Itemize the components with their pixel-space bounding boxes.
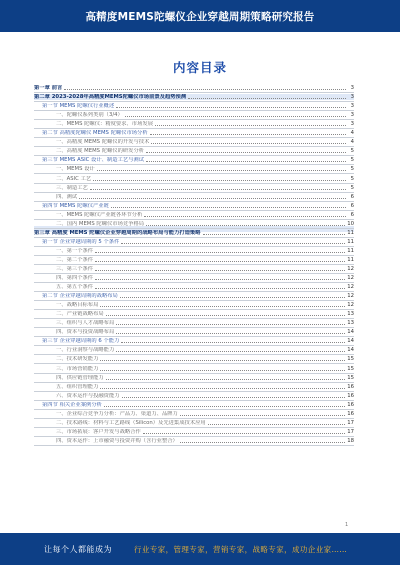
- toc-entry[interactable]: [34, 301, 354, 310]
- toc-entry[interactable]: [34, 229, 354, 238]
- toc-leader-dots: [188, 98, 346, 99]
- toc-entry-page: 3: [350, 112, 354, 119]
- toc-leader-dots: [95, 288, 345, 289]
- toc-leader-dots: [100, 370, 345, 371]
- toc-entry-page: 14: [347, 329, 354, 336]
- toc-leader-dots: [150, 134, 346, 135]
- toc-entry-text: 第一节 MEMS 陀螺仪行业概述: [42, 103, 115, 110]
- toc-entry-text: 三、市场营销能力: [56, 365, 99, 372]
- toc-leader-dots: [95, 279, 345, 280]
- toc-entry[interactable]: [34, 419, 354, 428]
- toc-entry-page: 15: [347, 365, 354, 372]
- toc-entry-text: 四、资本运作：上市融资与投资并购（含行业整合）: [56, 437, 178, 444]
- toc-entry-page: 6: [350, 211, 354, 218]
- report-header-bar: [0, 0, 400, 32]
- toc-leader-dots: [100, 388, 345, 389]
- toc-entry[interactable]: [34, 437, 354, 446]
- toc-entry[interactable]: [34, 355, 354, 364]
- toc-entry-text: 二、ASIC 工艺: [56, 175, 92, 182]
- footer-slogan: 让每个人都能成为: [44, 544, 112, 554]
- toc-entry[interactable]: [34, 138, 354, 147]
- toc-entry[interactable]: [34, 401, 354, 410]
- toc-leader-dots: [180, 442, 345, 443]
- toc-entry-text: 五、组织管理能力: [56, 383, 99, 390]
- report-title: 高精度MEMS陀螺仪企业穿越周期策略研究报告: [85, 10, 315, 23]
- toc-entry-text: 四、资本与投资战略布局: [56, 329, 115, 336]
- toc-entry[interactable]: [34, 147, 354, 156]
- toc-entry[interactable]: [34, 193, 354, 202]
- toc-entry[interactable]: [34, 374, 354, 383]
- toc-entry-page: 12: [347, 302, 354, 309]
- toc-entry-text: 第四节 相关企业案例分析: [42, 401, 102, 408]
- toc-leader-dots: [95, 252, 345, 253]
- table-of-contents: [34, 84, 354, 446]
- toc-entry-page: 17: [347, 419, 354, 426]
- toc-entry-page: 14: [347, 347, 354, 354]
- toc-leader-dots: [97, 170, 346, 171]
- toc-leader-dots: [120, 297, 345, 298]
- toc-entry[interactable]: [34, 265, 354, 274]
- toc-entry-text: 三、组织与人才战略布局: [56, 320, 115, 327]
- toc-entry-page: 12: [347, 275, 354, 282]
- toc-entry-page: 3: [350, 121, 354, 128]
- toc-leader-dots: [121, 243, 345, 244]
- toc-entry-text: 第二节 高精度陀螺仪 MEMS 陀螺仪市场分析: [42, 130, 148, 137]
- toc-entry-text: 二、产业链战略布局: [56, 311, 104, 318]
- toc-entry-page: 11: [347, 238, 354, 245]
- toc-entry-text: 一、MEMS 陀螺仪产业链各环节分析: [56, 211, 143, 218]
- footer-roles: 行业专家，管理专家，营销专家，战略专家，成功企业家……: [134, 544, 348, 554]
- toc-leader-dots: [106, 315, 346, 316]
- toc-leader-dots: [93, 180, 346, 181]
- toc-entry-page: 4: [350, 130, 354, 137]
- toc-entry[interactable]: [34, 392, 354, 401]
- toc-entry[interactable]: [34, 328, 354, 337]
- toc-entry[interactable]: [34, 220, 354, 229]
- toc-entry-text: 二、第二个条件: [56, 256, 94, 263]
- toc-entry-page: 11: [347, 247, 354, 254]
- toc-entry-page: 12: [347, 284, 354, 291]
- toc-entry-page: 3: [350, 85, 354, 92]
- toc-leader-dots: [64, 89, 346, 90]
- toc-leader-dots: [121, 342, 345, 343]
- toc-entry-text: 三、市场拓展：客户开发与战略合作: [56, 428, 141, 435]
- toc-leader-dots: [208, 424, 346, 425]
- toc-entry-page: 5: [350, 175, 354, 182]
- toc-entry[interactable]: [34, 202, 354, 211]
- toc-heading: 内容目录: [172, 60, 227, 75]
- toc-entry-text: 一、企业综合竞争力分析：产品力、渠道力、品牌力: [56, 410, 178, 417]
- toc-leader-dots: [116, 351, 345, 352]
- toc-entry-page: 3: [350, 103, 354, 110]
- toc-entry-page: 16: [347, 410, 354, 417]
- toc-entry-text: 一、行业洞察与战略能力: [56, 347, 115, 354]
- toc-entry-page: 12: [347, 293, 354, 300]
- toc-entry[interactable]: [34, 283, 354, 292]
- toc-entry[interactable]: [34, 247, 354, 256]
- toc-leader-dots: [116, 333, 345, 334]
- toc-entry[interactable]: [34, 310, 354, 319]
- toc-entry[interactable]: [34, 165, 354, 174]
- toc-leader-dots: [104, 406, 345, 407]
- toc-entry-text: 第二节 企业穿越周期的战略布局: [42, 293, 118, 300]
- toc-leader-dots: [100, 360, 345, 361]
- toc-entry[interactable]: [34, 292, 354, 301]
- toc-entry[interactable]: [34, 174, 354, 183]
- toc-entry[interactable]: [34, 102, 354, 111]
- toc-entry-text: 二、MEMS 陀螺仪：精度要求、市场发展: [56, 121, 153, 128]
- toc-entry-page: 4: [350, 139, 354, 146]
- toc-leader-dots: [95, 261, 345, 262]
- toc-entry-page: 6: [350, 202, 354, 209]
- toc-entry[interactable]: [34, 156, 354, 165]
- toc-entry-page: 5: [350, 148, 354, 155]
- toc-entry-page: 12: [347, 265, 354, 272]
- toc-entry-text: 四、供应链管理能力: [56, 374, 104, 381]
- toc-leader-dots: [116, 107, 346, 108]
- toc-leader-dots: [111, 207, 346, 208]
- toc-leader-dots: [151, 143, 346, 144]
- toc-entry-text: 一、第一个条件: [56, 247, 94, 254]
- page-number: 1: [345, 522, 349, 528]
- toc-entry-text: 一、MEMS 设计: [56, 166, 95, 173]
- toc-entry-text: 第一节 企业穿越周期的 5 个条件: [42, 238, 120, 245]
- toc-entry[interactable]: [34, 129, 354, 138]
- toc-entry[interactable]: [34, 211, 354, 220]
- toc-leader-dots: [106, 379, 346, 380]
- toc-entry-page: 15: [347, 374, 354, 381]
- toc-entry-text: 二、技术研发能力: [56, 356, 99, 363]
- toc-entry-text: 第三节 MEMS ASIC 设计、制造工艺与测试: [42, 157, 145, 164]
- toc-entry[interactable]: [34, 274, 354, 283]
- toc-entry-page: 10: [347, 220, 354, 227]
- toc-entry[interactable]: [34, 428, 354, 437]
- toc-entry-page: 15: [347, 356, 354, 363]
- toc-leader-dots: [79, 198, 346, 199]
- toc-leader-dots: [122, 397, 346, 398]
- toc-entry[interactable]: [34, 383, 354, 392]
- toc-entry-text: 四、测试: [56, 193, 78, 200]
- toc-entry-text: 二、国内 MEMS 陀螺仪市场竞争格局: [56, 220, 145, 227]
- toc-entry-page: 11: [347, 229, 354, 236]
- toc-entry-text: 三、第三个条件: [56, 265, 94, 272]
- toc-entry-text: 第四节 MEMS 陀螺仪产业链: [42, 202, 109, 209]
- toc-entry[interactable]: [34, 364, 354, 373]
- toc-entry-text: 第一章 前言: [34, 85, 63, 92]
- toc-entry-page: 5: [350, 157, 354, 164]
- toc-leader-dots: [203, 234, 346, 235]
- toc-entry-text: 一、高精度 MEMS 陀螺仪的开发与技术: [56, 139, 150, 146]
- toc-entry[interactable]: [34, 256, 354, 265]
- toc-entry-page: 13: [347, 311, 354, 318]
- toc-entry-text: 二、高精度 MEMS 陀螺仪的研发分析: [56, 148, 145, 155]
- toc-entry-page: 16: [347, 383, 354, 390]
- toc-entry[interactable]: [34, 84, 354, 93]
- toc-entry[interactable]: [34, 337, 354, 346]
- toc-entry-page: 6: [350, 193, 354, 200]
- toc-leader-dots: [146, 152, 346, 153]
- toc-entry-text: 六、资本运作与投融资能力: [56, 392, 120, 399]
- toc-entry-page: 14: [347, 338, 354, 345]
- toc-entry-text: 五、第五个条件: [56, 284, 94, 291]
- toc-entry[interactable]: [34, 346, 354, 355]
- footer-bar: [0, 533, 400, 565]
- toc-entry[interactable]: [34, 120, 354, 129]
- toc-leader-dots: [155, 125, 346, 126]
- toc-leader-dots: [116, 324, 345, 325]
- toc-leader-dots: [146, 225, 345, 226]
- toc-leader-dots: [180, 415, 345, 416]
- toc-entry-page: 5: [350, 166, 354, 173]
- toc-entry-page: 11: [347, 256, 354, 263]
- toc-entry[interactable]: [34, 410, 354, 419]
- toc-leader-dots: [125, 116, 346, 117]
- toc-leader-dots: [100, 306, 345, 307]
- toc-entry[interactable]: [34, 111, 354, 120]
- toc-entry-page: 5: [350, 184, 354, 191]
- toc-leader-dots: [95, 270, 345, 271]
- toc-entry[interactable]: [34, 184, 354, 193]
- toc-entry-text: 一、陀螺仪系列类别（3/4）: [56, 112, 123, 119]
- toc-leader-dots: [144, 216, 346, 217]
- toc-entry[interactable]: [34, 93, 354, 102]
- toc-entry-page: 17: [347, 428, 354, 435]
- toc-entry-page: 18: [347, 437, 354, 444]
- toc-entry-page: 16: [347, 401, 354, 408]
- toc-entry[interactable]: [34, 319, 354, 328]
- toc-entry-page: 3: [350, 94, 354, 101]
- toc-entry-text: 二、技术路线：材料与工艺路线（Silicon）及先进集成技术应用: [56, 419, 206, 426]
- toc-entry-text: 第三章 高精度 MEMS 陀螺仪企业穿越周期的战略布局与能力打造策略: [34, 229, 201, 236]
- toc-entry-page: 16: [347, 392, 354, 399]
- toc-entry-text: 三、制造工艺: [56, 184, 88, 191]
- toc-entry-text: 四、第四个条件: [56, 275, 94, 282]
- toc-leader-dots: [143, 433, 345, 434]
- toc-leader-dots: [90, 189, 346, 190]
- toc-entry-text: 第二章 2023-2028年高精度MEMS陀螺仪市场前景及趋势预测: [34, 94, 187, 101]
- toc-entry-text: 第三节 企业穿越周期的 6 个能力: [42, 338, 120, 345]
- toc-entry-page: 13: [347, 320, 354, 327]
- toc-entry[interactable]: [34, 238, 354, 247]
- toc-entry-text: 一、战略目标布局: [56, 302, 99, 309]
- toc-leader-dots: [146, 161, 346, 162]
